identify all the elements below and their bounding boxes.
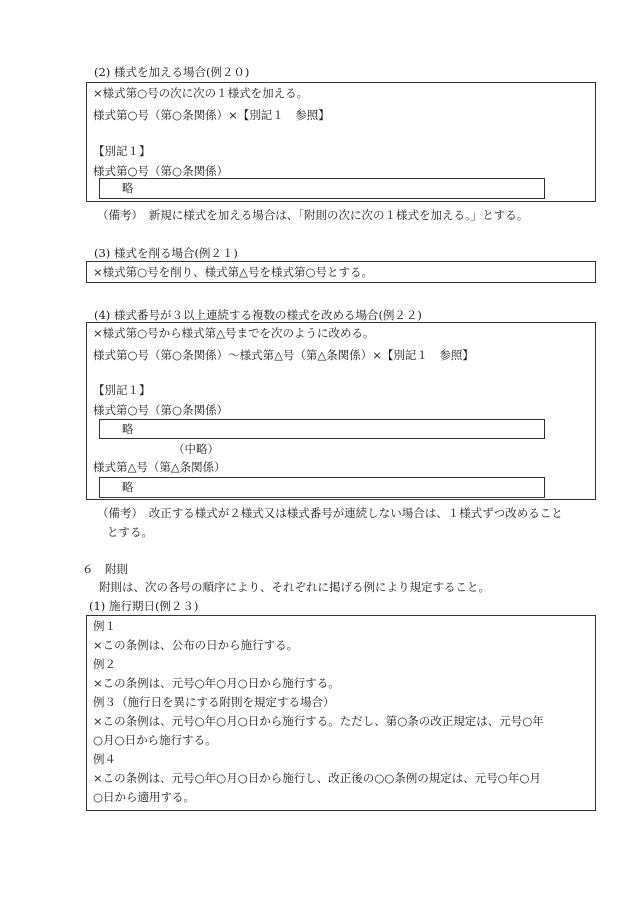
s2-omit-text: 略 xyxy=(122,181,134,195)
section-3-heading: (3) 様式を削る場合(例２１) xyxy=(94,246,238,260)
s2-line-3: 【別記１】 xyxy=(93,144,151,158)
s6-line-8: 例４ xyxy=(93,752,116,766)
section-2-heading: (2) 様式を加える場合(例２０) xyxy=(94,65,250,79)
s2-line-2: 様式第○号（第○条関係）×【別記１ 参照】 xyxy=(93,108,330,122)
s6-line-1: 例１ xyxy=(93,619,116,633)
s6-line-9: ×この条例は、元号○年○月○日から施行し、改正後の○○条例の規定は、元号○年○月 xyxy=(93,771,541,785)
section-3-box xyxy=(86,261,596,283)
section-2-box xyxy=(86,82,596,202)
s6-line-2: ×この条例は、公布の日から施行する。 xyxy=(93,638,299,652)
section-6-heading: ６ 附則 xyxy=(82,562,128,576)
s4-line-3: 【別記１】 xyxy=(93,383,151,397)
section-4-box xyxy=(86,322,596,500)
s2-omit-box xyxy=(99,178,545,199)
section-6-box xyxy=(86,615,596,811)
s4-line-4: 様式第○号（第○条関係） xyxy=(93,403,229,417)
s6-line-3: 例２ xyxy=(93,657,116,671)
section-6-sub-heading: (1) 施行期日(例２３) xyxy=(89,599,199,613)
s2-line-4: 様式第○号（第○条関係） xyxy=(93,164,229,178)
section-4-heading: (4) 様式番号が３以上連続する複数の様式を改める場合(例２２) xyxy=(94,308,422,322)
s2-line-1: ×様式第○号の次に次の１様式を加える。 xyxy=(93,86,309,100)
s4-omit-text-1: 略 xyxy=(122,422,134,436)
s6-line-6: ×この条例は、元号○年○月○日から施行する。ただし、第○条の改正規定は、元号○年 xyxy=(93,714,544,728)
s4-omit-text-2: 略 xyxy=(122,480,134,494)
s4-line-1: ×様式第○号から様式第△号までを次のように改める。 xyxy=(93,326,375,340)
s4-line-5: （中略） xyxy=(173,442,219,456)
s6-line-5: 例３（施行日を異にする附則を規定する場合） xyxy=(93,695,335,709)
section-2-note: （備考） 新規に様式を加える場合は、「附則の次に次の１様式を加える。」とする。 xyxy=(97,208,529,222)
s6-line-4: ×この条例は、元号○年○月○日から施行する。 xyxy=(93,676,340,690)
s6-line-7: ○月○日から施行する。 xyxy=(93,733,217,747)
s4-omit-box-2 xyxy=(99,477,545,498)
s6-line-10: ○日から適用する。 xyxy=(93,790,196,804)
section-4-note-2: とする。 xyxy=(107,525,153,539)
s3-line: ×様式第○号を削り、様式第△号を様式第○号とする。 xyxy=(93,265,374,279)
s4-line-2: 様式第○号（第○条関係）～様式第△号（第△条関係）×【別記１ 参照】 xyxy=(93,348,474,362)
s4-line-6: 様式第△号（第△条関係） xyxy=(93,460,226,474)
section-6-intro: 附則は、次の各号の順序により、それぞれに掲げる例により規定すること。 xyxy=(99,580,490,594)
section-4-note-1: （備考） 改正する様式が２様式又は様式番号が連続しない場合は、１様式ずつ改めること xyxy=(97,506,563,520)
s4-omit-box-1 xyxy=(99,419,545,439)
